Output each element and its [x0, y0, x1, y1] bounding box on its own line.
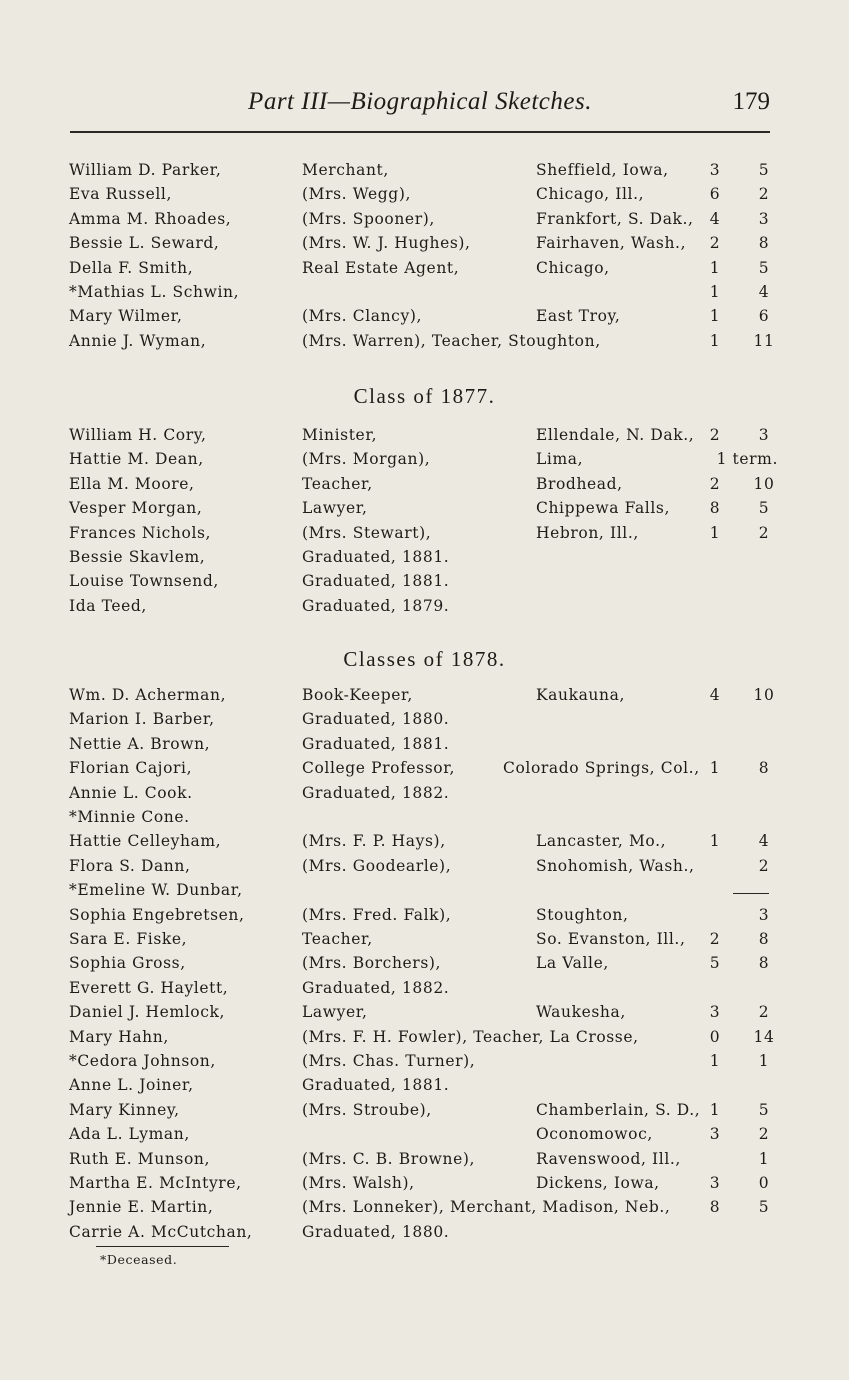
occupation: (Mrs. Morgan),	[302, 450, 431, 469]
person-name: Della F. Smith,	[69, 258, 194, 277]
occupation: (Mrs. Clancy),	[302, 307, 422, 326]
terms-count: 10	[753, 474, 775, 493]
person-name: Ada L. Lyman,	[69, 1125, 190, 1144]
terms-count: 3	[758, 905, 770, 924]
occupation: Lawyer,	[302, 499, 368, 518]
terms-count: 5	[758, 1100, 770, 1119]
person-name: Mary Hahn,	[69, 1027, 169, 1046]
person-name: Annie J. Wyman,	[69, 331, 207, 350]
roster-row	[0, 906, 849, 930]
occupation: (Mrs. Chas. Turner),	[302, 1052, 476, 1070]
roster-row	[0, 881, 849, 905]
residence: La Valle,	[536, 954, 609, 973]
attendance-note: 1 term.	[716, 450, 778, 469]
terms-count: 11	[753, 331, 775, 350]
occupation: (Mrs. Warren), Teacher, Stoughton,	[302, 331, 601, 350]
roster-row	[0, 548, 849, 572]
occupation: (Mrs. F. P. Hays),	[302, 832, 446, 851]
residence: Oconomowoc,	[536, 1125, 653, 1144]
occupation: (Mrs. W. J. Hughes),	[302, 234, 471, 253]
residence: East Troy,	[536, 307, 621, 326]
occupation: (Mrs. F. H. Fowler), Teacher, La Crosse,	[302, 1027, 639, 1046]
occupation: (Mrs. Goodearle),	[302, 856, 452, 875]
dash-mark	[733, 893, 769, 894]
roster-row	[0, 426, 849, 450]
roster-row	[0, 954, 849, 978]
residence: Snohomish, Wash.,	[536, 856, 695, 875]
terms-count: 8	[758, 759, 770, 778]
occupation: (Mrs. Borchers),	[302, 954, 442, 973]
roster-row	[0, 710, 849, 734]
person-name: Martha E. McIntyre,	[69, 1174, 242, 1192]
terms-count: 0	[758, 1174, 770, 1192]
roster-row	[0, 1028, 849, 1052]
years-count: 1	[709, 1100, 721, 1119]
occupation: Minister,	[302, 426, 378, 444]
class-heading-1878: Classes of 1878.	[343, 647, 506, 671]
roster-row	[0, 1052, 849, 1076]
terms-count: 5	[758, 1198, 770, 1217]
occupation: Merchant,	[302, 161, 389, 179]
terms-count: 2	[758, 856, 770, 875]
terms-count: 14	[753, 1027, 775, 1046]
person-name: Ida Teed,	[69, 596, 147, 615]
occupation: Graduated, 1881.	[302, 734, 450, 753]
person-name: Vesper Morgan,	[69, 499, 203, 518]
terms-count: 5	[758, 499, 770, 518]
roster-row	[0, 1174, 849, 1198]
person-name: Sophia Gross,	[69, 954, 186, 973]
residence: Frankfort, S. Dak.,	[536, 209, 694, 228]
page-number: 179	[732, 88, 770, 115]
terms-count: 2	[758, 1125, 770, 1144]
roster-row	[0, 1150, 849, 1174]
occupation: (Mrs. Spooner),	[302, 209, 435, 228]
occupation: Graduated, 1882.	[302, 978, 450, 997]
roster-row	[0, 450, 849, 474]
occupation: (Mrs. Stewart),	[302, 523, 432, 542]
terms-count: 10	[753, 686, 775, 704]
person-name: Daniel J. Hemlock,	[69, 1003, 226, 1022]
person-name: Wm. D. Acherman,	[69, 686, 227, 704]
occupation: Graduated, 1879.	[302, 596, 450, 615]
person-name: Eva Russell,	[69, 185, 173, 204]
roster-row	[0, 759, 849, 783]
running-head-title: Part III—Biographical Sketches.	[248, 88, 592, 115]
residence: Brodhead,	[536, 474, 623, 493]
roster-row	[0, 1223, 849, 1247]
years-count: 3	[709, 1003, 721, 1022]
residence: Chippewa Falls,	[536, 499, 670, 518]
years-count: 1	[709, 832, 721, 851]
residence: So. Evanston, Ill.,	[536, 930, 686, 948]
person-name: Frances Nichols,	[69, 523, 212, 542]
roster-row	[0, 597, 849, 621]
years-count: 1	[709, 331, 721, 350]
person-name: Louise Townsend,	[69, 572, 219, 591]
terms-count: 6	[758, 307, 770, 326]
occupation: Graduated, 1881.	[302, 548, 450, 566]
person-name: Anne L. Joiner,	[69, 1076, 194, 1095]
terms-count: 8	[758, 954, 770, 973]
roster-row	[0, 930, 849, 954]
person-name: Carrie A. McCutchan,	[69, 1222, 253, 1241]
occupation: Real Estate Agent,	[302, 258, 460, 277]
terms-count: 8	[758, 234, 770, 253]
person-name: William D. Parker,	[69, 161, 222, 179]
footnote-rule	[96, 1246, 229, 1247]
residence: Colorado Springs, Col.,	[503, 759, 700, 778]
roster-row	[0, 234, 849, 258]
residence: Lima,	[536, 450, 584, 469]
person-name: *Cedora Johnson,	[69, 1052, 216, 1070]
years-count: 8	[709, 499, 721, 518]
roster-row	[0, 259, 849, 283]
person-name: Marion I. Barber,	[69, 710, 215, 729]
terms-count: 5	[758, 258, 770, 277]
years-count: 2	[709, 234, 721, 253]
years-count: 3	[709, 1125, 721, 1144]
roster-row	[0, 979, 849, 1003]
person-name: Amma M. Rhoades,	[69, 209, 232, 228]
years-count: 4	[709, 209, 721, 228]
roster-row	[0, 1003, 849, 1027]
roster-row	[0, 735, 849, 759]
roster-row	[0, 1076, 849, 1100]
years-count: 6	[709, 185, 721, 204]
years-count: 2	[709, 930, 721, 948]
years-count: 1	[709, 1052, 721, 1070]
roster-row	[0, 161, 849, 185]
roster-row	[0, 499, 849, 523]
footnote: *Deceased.	[100, 1252, 178, 1267]
occupation: (Mrs. Fred. Falk),	[302, 905, 452, 924]
person-name: Sophia Engebretsen,	[69, 905, 245, 924]
years-count: 1	[709, 283, 721, 301]
person-name: William H. Cory,	[69, 426, 207, 444]
roster-row	[0, 307, 849, 331]
terms-count: 1	[758, 1052, 770, 1070]
years-count: 2	[709, 426, 721, 444]
years-count: 2	[709, 474, 721, 493]
person-name: Nettie A. Brown,	[69, 734, 211, 753]
person-name: Mary Kinney,	[69, 1100, 180, 1119]
residence: Hebron, Ill.,	[536, 523, 639, 542]
person-name: Ella M. Moore,	[69, 474, 195, 493]
roster-row	[0, 283, 849, 307]
class-heading-1877: Class of 1877.	[353, 384, 496, 408]
person-name: Flora S. Dann,	[69, 856, 191, 875]
person-name: *Emeline W. Dunbar,	[69, 881, 243, 900]
residence: Chamberlain, S. D.,	[536, 1100, 701, 1119]
occupation: (Mrs. Walsh),	[302, 1174, 415, 1192]
residence: Dickens, Iowa,	[536, 1174, 660, 1192]
terms-count: 1	[758, 1149, 770, 1168]
occupation: Graduated, 1880.	[302, 1222, 450, 1241]
roster-row	[0, 857, 849, 881]
person-name: Hattie M. Dean,	[69, 450, 204, 469]
terms-count: 2	[758, 1003, 770, 1022]
occupation: College Professor,	[302, 759, 456, 778]
roster-row	[0, 572, 849, 596]
terms-count: 2	[758, 185, 770, 204]
occupation: Lawyer,	[302, 1003, 368, 1022]
occupation: (Mrs. Lonneker), Merchant, Madison, Neb.,	[302, 1198, 671, 1217]
terms-count: 4	[758, 832, 770, 851]
roster-row	[0, 475, 849, 499]
years-count: 1	[709, 258, 721, 277]
person-name: Ruth E. Munson,	[69, 1149, 210, 1168]
terms-count: 2	[758, 523, 770, 542]
occupation: (Mrs. C. B. Browne),	[302, 1149, 476, 1168]
residence: Kaukauna,	[536, 686, 625, 704]
residence: Chicago,	[536, 258, 610, 277]
years-count: 3	[709, 161, 721, 179]
terms-count: 3	[758, 209, 770, 228]
terms-count: 3	[758, 426, 770, 444]
residence: Waukesha,	[536, 1003, 626, 1022]
occupation: (Mrs. Wegg),	[302, 185, 411, 204]
years-count: 5	[709, 954, 721, 973]
residence: Ravenswood, Ill.,	[536, 1149, 681, 1168]
person-name: *Minnie Cone.	[69, 808, 190, 826]
person-name: Jennie E. Martin,	[69, 1198, 214, 1217]
terms-count: 8	[758, 930, 770, 948]
years-count: 4	[709, 686, 721, 704]
running-head	[70, 88, 770, 124]
residence: Sheffield, Iowa,	[536, 161, 669, 179]
person-name: Bessie Skavlem,	[69, 548, 206, 566]
residence: Fairhaven, Wash.,	[536, 234, 687, 253]
roster-row	[0, 524, 849, 548]
occupation: (Mrs. Stroube),	[302, 1100, 432, 1119]
occupation: Graduated, 1880.	[302, 710, 450, 729]
person-name: *Mathias L. Schwin,	[69, 283, 240, 301]
roster-row	[0, 1198, 849, 1222]
roster-row	[0, 185, 849, 209]
terms-count: 5	[758, 161, 770, 179]
header-rule	[70, 131, 770, 133]
years-count: 1	[709, 759, 721, 778]
occupation: Book-Keeper,	[302, 686, 413, 704]
person-name: Everett G. Haylett,	[69, 978, 229, 997]
person-name: Hattie Celleyham,	[69, 832, 222, 851]
person-name: Annie L. Cook.	[69, 783, 193, 802]
residence: Chicago, Ill.,	[536, 185, 645, 204]
person-name: Sara E. Fiske,	[69, 930, 188, 948]
years-count: 8	[709, 1198, 721, 1217]
occupation: Graduated, 1881.	[302, 1076, 450, 1095]
occupation: Teacher,	[302, 930, 373, 948]
years-count: 3	[709, 1174, 721, 1192]
roster-row	[0, 210, 849, 234]
person-name: Bessie L. Seward,	[69, 234, 220, 253]
person-name: Florian Cajori,	[69, 759, 193, 778]
years-count: 1	[709, 307, 721, 326]
roster-row	[0, 686, 849, 710]
residence: Lancaster, Mo.,	[536, 832, 667, 851]
roster-row	[0, 784, 849, 808]
person-name: Mary Wilmer,	[69, 307, 183, 326]
years-count: 1	[709, 523, 721, 542]
roster-row	[0, 332, 849, 356]
years-count: 0	[709, 1027, 721, 1046]
roster-row	[0, 832, 849, 856]
occupation: Graduated, 1881.	[302, 572, 450, 591]
roster-row	[0, 1101, 849, 1125]
occupation: Teacher,	[302, 474, 373, 493]
residence: Ellendale, N. Dak.,	[536, 426, 695, 444]
occupation: Graduated, 1882.	[302, 783, 450, 802]
residence: Stoughton,	[536, 905, 629, 924]
roster-row	[0, 1125, 849, 1149]
terms-count: 4	[758, 283, 770, 301]
roster-row	[0, 808, 849, 832]
